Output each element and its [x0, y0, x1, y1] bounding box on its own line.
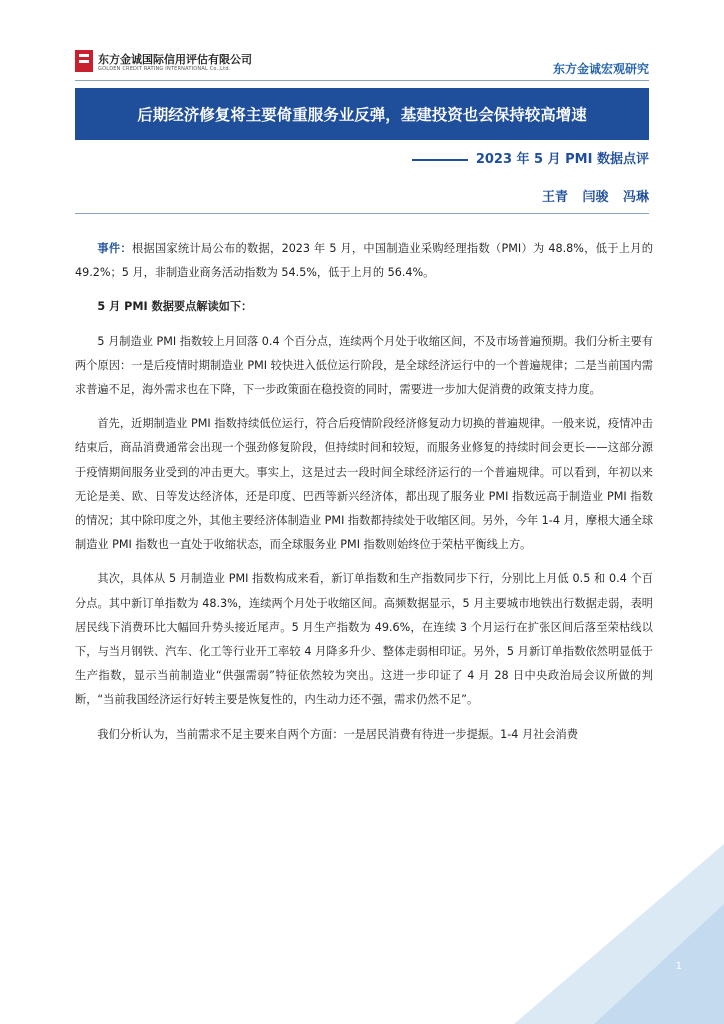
body-paragraph-4: 我们分析认为，当前需求不足主要来自两个方面：一是居民消费有待进一步提振。1-4 月社会消费 [97, 727, 578, 741]
company-name-cn: 东方金诚国际信用评估有限公司 [98, 53, 252, 66]
event-paragraph [75, 237, 653, 285]
event-label: 事件： [97, 242, 132, 255]
section-heading: 5 月 PMI 数据要点解读如下： [97, 300, 253, 314]
company-logo-icon [75, 50, 93, 72]
header-divider [75, 80, 649, 81]
company-name-en: GOLDEN CREDIT RATING INTERNATIONAL Co.,Ltd. [98, 66, 231, 72]
series-name: 东方金诚宏观研究 [552, 62, 649, 76]
report-body [75, 237, 653, 757]
body-paragraph-2: 首先，近期制造业 PMI 指数持续低位运行，符合后疫情阶段经济修复动力切换的普遍规律。一般来说，疫情冲击结束后，商品消费通常会出现一个强劲修复阶段，但持续时间和较短，而服务业修复的持续时间会更长——这部分源于疫情期间服务业受到的冲击更大。事实上，这是过去一段时间全球经济运行的一个普遍规律。可以看到，年初以来无论是美、欧、日等发达经济体，还是印度、巴西等新兴经济体，都出现了服务业 PMI 指数远高于制造业 PMI 指数的情况；其中除印度之外，其他主要经济体制造业 PMI 指数都持续处于收缩区间。另外，今年 1-4 月，摩根大通全球制造业 PMI 指数也一直处于收缩状态，而全球服务业 PMI 指数则始终位于荣枯平衡线上方。 [75, 417, 654, 552]
title-box-divider [75, 213, 649, 214]
report-title-text: 后期经济修复将主要倚重服务业反弹，基建投资也会保持较高增速 [137, 106, 587, 124]
body-paragraph-1: 5 月制造业 PMI 指数较上月回落 0.4 个百分点，连续两个月处于收缩区间，不及市场普遍预期。我们分析主要有两个原因：一是后疫情时期制造业 PMI 较快进入低位运行阶段，是全球经济运行中的一个普遍规律；二是当前国内需求普遍不足，海外需求也在下降，下一步政策面在稳投资的同时，需要进一步加大促消费的政策支持力度。 [75, 334, 653, 397]
report-subtitle [75, 148, 649, 170]
corner-decoration [474, 844, 724, 1024]
report-authors: 王青 闫骏 冯琳 [541, 190, 649, 205]
body-paragraph-3: 其次，具体从 5 月制造业 PMI 指数构成来看，新订单指数和生产指数同步下行，分别比上月低 0.5 和 0.4 个百分点。其中新订单指数为 48.3%，连续两个月处于收缩区间。高频数据显示，5 月主要城市地铁出行数据走弱，表明居民线下消费环比大幅回升势头接近尾声。5 月生产指数为 49.6%，在连续 3 个月运行在扩张区间后落至荣枯线以下，与当月钢铁、汽车、化工等行业开工率较 4 月降多升少、整体走弱相印证。另外，5 月新订单指数依然明显低于生产指数，显示当前制造业“供强需弱”特征依然较为突出。这进一步印证了 4 月 28 日中央政治局会议所做的判断，“当前我国经济运行好转主要是恢复性的，内生动力还不强，需求仍然不足”。 [75, 572, 653, 707]
page-number: 1 [675, 961, 682, 972]
report-subtitle-text: 2023 年 5 月 PMI 数据点评 [475, 152, 649, 167]
report-title [75, 88, 649, 140]
subtitle-dash [412, 159, 468, 161]
page-header [75, 48, 649, 82]
event-text: 根据国家统计局公布的数据，2023 年 5 月，中国制造业采购经理指数（PMI）为 48.8%，低于上月的 49.2%；5 月，非制造业商务活动指数为 54.5%，低于上月的 56.4%。 [75, 242, 653, 280]
